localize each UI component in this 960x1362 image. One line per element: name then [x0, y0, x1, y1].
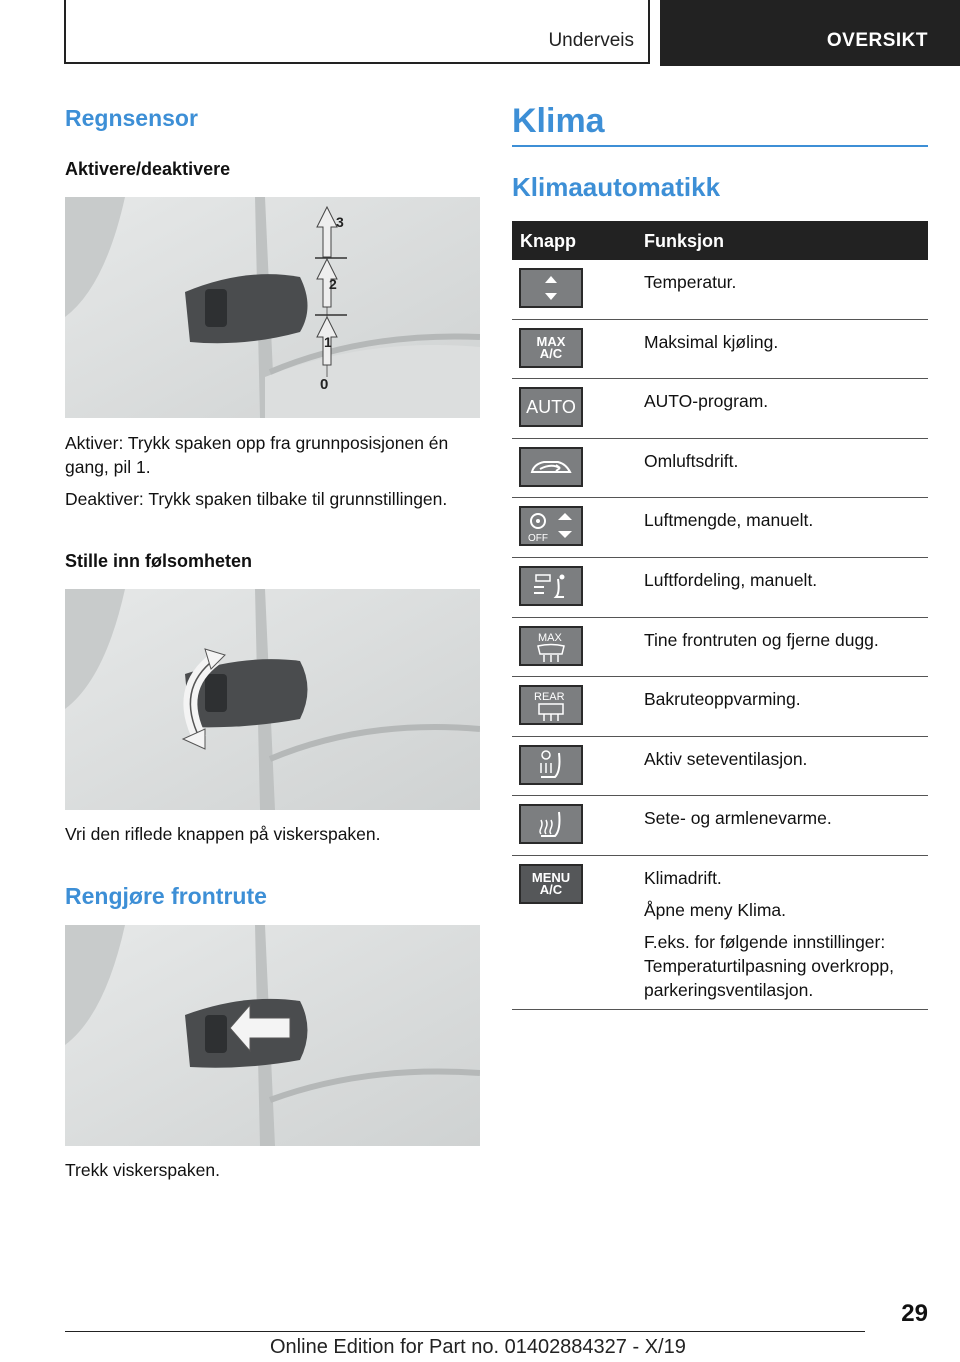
- wiper-stalk-figure-1: [65, 197, 480, 418]
- overview-tab[interactable]: [660, 0, 960, 66]
- table-row: [512, 856, 928, 1010]
- fan-speed-button: [519, 506, 583, 546]
- menu-ac-icon: MENU A/C: [531, 869, 571, 897]
- max-ac-button: [519, 328, 583, 368]
- deactivate-paragraph: Deaktiver: Trykk spaken tilbake til grunnstillingen.: [65, 489, 448, 509]
- table-row: [512, 618, 928, 678]
- max-defrost-button: [519, 626, 583, 666]
- sensitivity-subheading: Stille inn følsomheten: [65, 551, 253, 571]
- arrow-label-1: 1: [324, 334, 332, 350]
- auto-icon: AUTO: [526, 397, 576, 418]
- recirculation-icon: [526, 452, 576, 482]
- wiper-stalk-figure-2: [65, 589, 480, 810]
- arrow-label-2: 2: [329, 276, 337, 292]
- row-function: AUTO-program.: [644, 391, 769, 412]
- column-header-button: Knapp: [520, 231, 576, 251]
- climate-controls-table: [512, 221, 928, 1010]
- row-function: Luftfordeling, manuelt.: [644, 569, 818, 590]
- seat-ventilation-icon: [529, 747, 573, 783]
- rear-defrost-button: [519, 685, 583, 725]
- row-function: Luftmengde, manuelt.: [644, 510, 814, 531]
- clean-windscreen-heading: Rengjøre frontrute: [65, 883, 267, 909]
- rear-defrost-label: REAR: [534, 691, 565, 704]
- seat-heating-button: [519, 804, 583, 844]
- arrow-label-3: 3: [336, 214, 344, 230]
- fan-off-label: OFF: [528, 533, 548, 545]
- air-distribution-button: [519, 566, 583, 606]
- table-row: [512, 677, 928, 737]
- table-row: [512, 796, 928, 856]
- fan-icon: [522, 508, 580, 544]
- row-function: Maksimal kjøling.: [644, 331, 779, 352]
- seat-ventilation-button: [519, 745, 583, 785]
- climate-mode-line: Klimadrift.: [644, 867, 722, 888]
- arrow-label-0: 0: [320, 376, 329, 393]
- temperature-button: [519, 268, 583, 308]
- section-tab[interactable]: [64, 0, 650, 64]
- sensitivity-paragraph: Vri den riflede knappen på viskerspaken.: [65, 824, 381, 844]
- seat-heating-icon: [529, 806, 573, 842]
- open-menu-line: Åpne meny Klima.: [644, 899, 787, 920]
- max-defrost-label: MAX: [538, 631, 562, 644]
- rear-defrost-icon: [526, 687, 576, 723]
- temperature-arrows-icon: [531, 271, 571, 305]
- climate-heading: Klima: [512, 102, 605, 140]
- table-row: [512, 439, 928, 499]
- section-label: Underveis: [548, 30, 634, 51]
- column-header-function: Funksjon: [644, 231, 724, 251]
- edition-text: Online Edition for Part no. 01402884327 - X/19: [270, 1336, 686, 1358]
- page-number: 29: [901, 1300, 928, 1327]
- settings-example-line: F.eks. for følgende innstillinger: Temperaturtilpasning overkropp, parkeringsventilasjon.: [644, 931, 894, 1000]
- row-function: Omluftsdrift.: [644, 450, 739, 471]
- table-header: [512, 221, 928, 260]
- row-function: Aktiv seteventilasjon.: [644, 748, 808, 769]
- table-row: [512, 320, 928, 380]
- pull-stalk-paragraph: Trekk viskerspaken.: [65, 1160, 220, 1180]
- max-defrost-icon: [526, 628, 576, 664]
- wiper-stalk-figure-3: [65, 925, 480, 1146]
- max-ac-icon: MAX A/C: [536, 333, 566, 361]
- row-function: Bakruteoppvarming.: [644, 689, 801, 710]
- row-function: Sete- og armlenevarme.: [644, 808, 832, 829]
- row-function: Temperatur.: [644, 272, 737, 292]
- climate-heading-rule: [512, 145, 928, 147]
- footer-rule: [65, 1331, 865, 1332]
- table-row: [512, 260, 928, 320]
- table-row: [512, 558, 928, 618]
- row-function: Tine frontruten og fjerne dugg.: [644, 629, 879, 650]
- auto-button: [519, 387, 583, 427]
- recirculation-button: [519, 447, 583, 487]
- air-distribution-icon: [526, 569, 576, 603]
- row-function: [644, 866, 928, 1010]
- table-row: [512, 379, 928, 439]
- table-row: [512, 498, 928, 558]
- page-header: [0, 0, 960, 66]
- auto-climate-heading: Klimaautomatikk: [512, 172, 721, 202]
- table-row: [512, 737, 928, 797]
- activate-subheading: Aktivere/deaktivere: [65, 159, 231, 179]
- menu-ac-button: [519, 864, 583, 904]
- activate-paragraph: Aktiver: Trykk spaken opp fra grunnposisjonen én gang, pil 1.: [65, 433, 449, 477]
- overview-label: OVERSIKT: [826, 30, 928, 51]
- rain-sensor-heading: Regnsensor: [65, 105, 198, 131]
